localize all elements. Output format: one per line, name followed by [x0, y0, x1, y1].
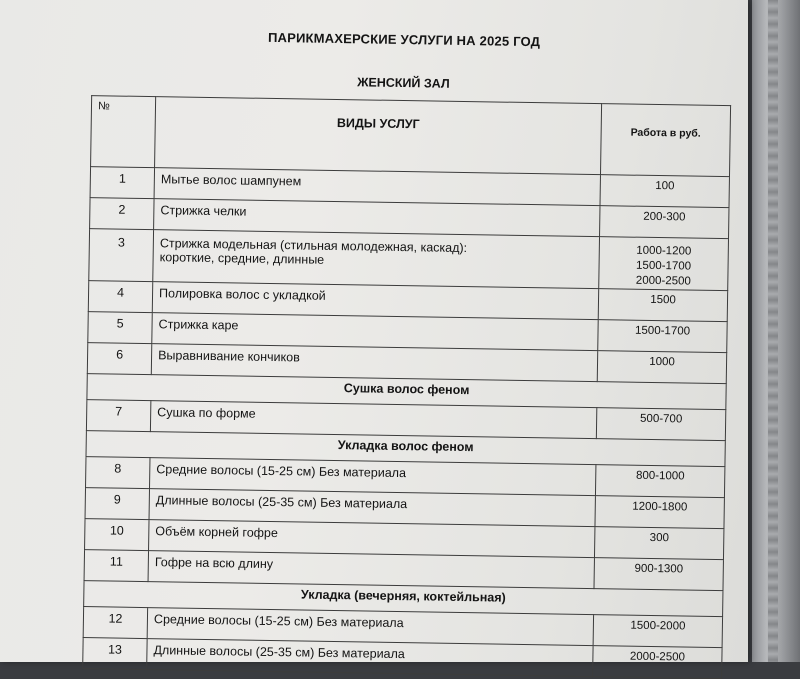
header-service: ВИДЫ УСЛУГ	[155, 97, 602, 175]
service-name-line2: короткие, средние, длинные	[159, 250, 325, 267]
service-name: Средние волосы (15-25 см) Без материала	[150, 458, 596, 496]
service-name-line1: Стрижка модельная (стильная молодежная, каскад):	[159, 236, 468, 256]
service-name: Стрижка каре	[152, 313, 598, 351]
service-name: Гофре на всю длину	[148, 551, 594, 589]
service-name: Сушка по форме	[150, 401, 596, 439]
service-name	[153, 230, 600, 289]
row-number: 1	[90, 167, 155, 199]
document-title: ПАРИКМАХЕРСКИЕ УСЛУГИ НА 2025 ГОД	[267, 29, 541, 50]
service-price: 300	[595, 527, 724, 560]
row-number: 11	[84, 550, 149, 582]
row-number: 13	[83, 638, 148, 670]
row-number: 4	[88, 281, 153, 313]
row-number: 8	[86, 457, 151, 489]
service-price: 200-300	[600, 206, 729, 239]
service-price: 900-1300	[594, 558, 723, 591]
header-price: Работа в руб.	[601, 104, 731, 177]
service-name: Длинные волосы (25-35 см) Без материала	[147, 639, 593, 677]
section-title: Сушка волос феном	[87, 374, 726, 410]
service-name: Стрижка челки	[154, 199, 600, 237]
price-medium: 1500-1700	[635, 259, 692, 273]
table-header-row	[91, 96, 731, 177]
service-name: Полировка волос с укладкой	[152, 282, 598, 320]
service-price: 500-700	[596, 408, 725, 441]
row-number: 9	[85, 488, 150, 520]
service-price: 1500-1700	[598, 320, 727, 353]
row-number: 6	[87, 343, 152, 375]
document-subtitle: ЖЕНСКИЙ ЗАЛ	[357, 75, 450, 91]
service-name: Мытье волос шампунем	[154, 168, 600, 206]
service-price: 800-1000	[595, 465, 724, 498]
section-title: Укладка волос феном	[86, 431, 725, 467]
row-number: 2	[90, 198, 155, 230]
row-number: 12	[83, 607, 148, 639]
row-number: 7	[86, 400, 151, 432]
service-price: 2000-2500	[593, 646, 722, 679]
service-price: 1500-2000	[593, 615, 722, 648]
row-number: 3	[89, 229, 154, 282]
services-table	[82, 95, 731, 679]
service-price: 100	[600, 175, 729, 208]
binder-ridge	[768, 0, 778, 662]
service-price	[599, 237, 729, 291]
service-name: Выравнивание кончиков	[151, 344, 597, 382]
service-price: 1500	[598, 289, 727, 322]
price-long: 2000-2500	[635, 274, 691, 288]
section-title: Укладка (вечерняя, коктейльная)	[84, 581, 723, 617]
header-number: №	[91, 96, 156, 168]
service-price: 1200-1800	[595, 496, 724, 529]
row-number: 5	[88, 312, 153, 344]
row-number: 10	[85, 519, 150, 551]
price-short: 1000-1200	[636, 244, 692, 258]
service-price: 1000	[597, 351, 726, 384]
service-name: Объём корней гофре	[149, 520, 595, 558]
service-name: Длинные волосы (25-35 см) Без материала	[149, 489, 595, 527]
service-name: Средние волосы (15-25 см) Без материала	[147, 608, 593, 646]
